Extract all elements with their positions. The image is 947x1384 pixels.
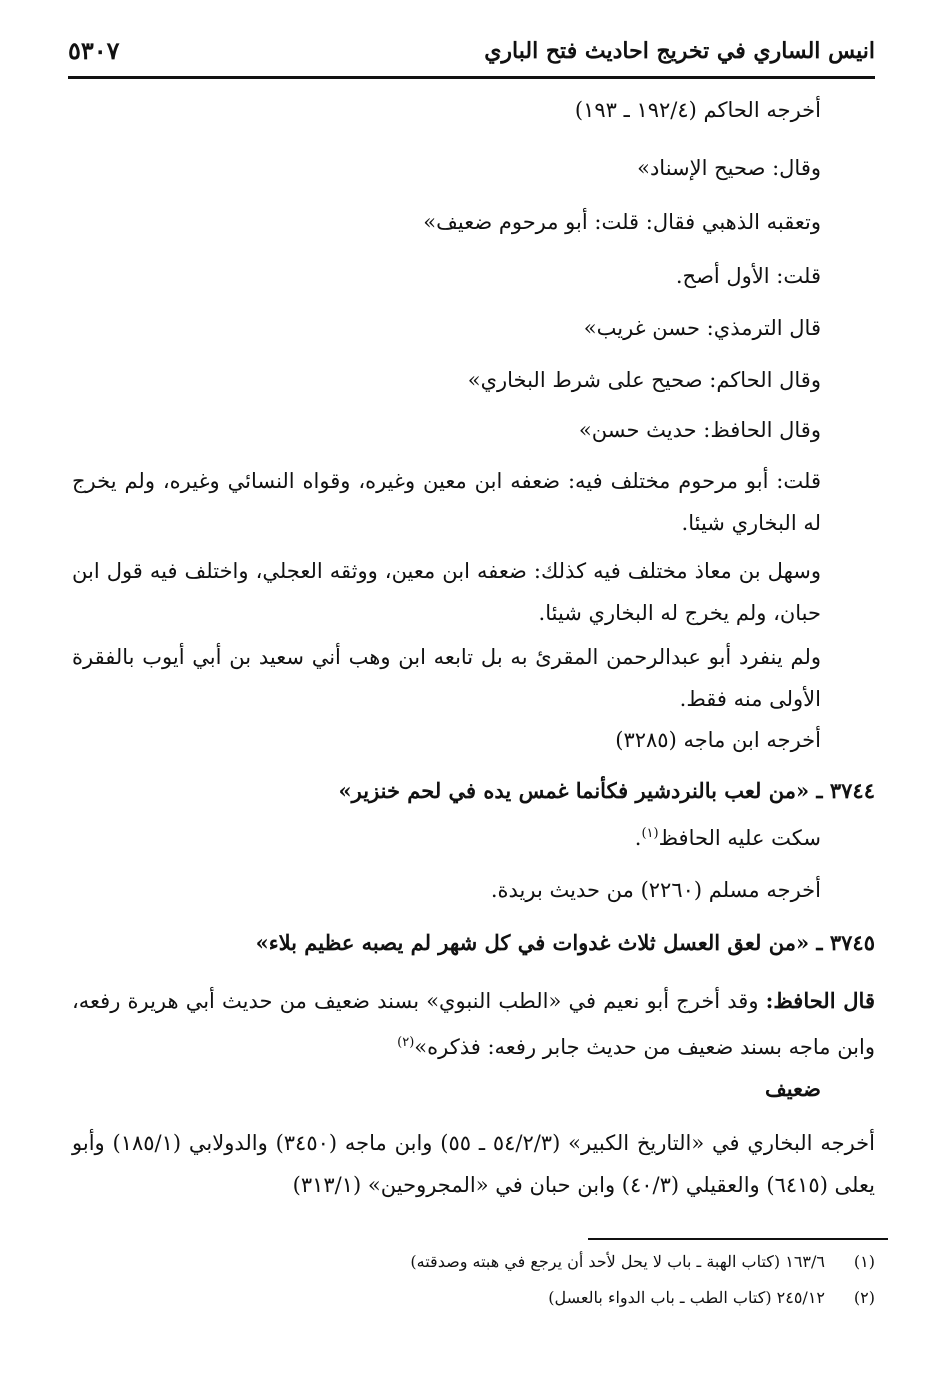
paragraph-abu-marhum: قلت: أبو مرحوم مختلف فيه: ضعفه ابن معين وغيره، وقواه النسائي وغيره، ولم يخرج له البخاري شيئا. xyxy=(72,469,821,535)
comment-text: سكت عليه الحافظ xyxy=(658,826,821,850)
text-line: وتعقبه الذهبي فقال: قلت: أبو مرحوم ضعيف» xyxy=(423,210,821,234)
hadith-3745-takhrij: أخرجه البخاري في «التاريخ الكبير» (٥٤/٢/٣ ـ ٥٥) وابن ماجه (٣٤٥٠) والدولابي (١٨٥/١) وأبو يعلى (٦٤١٥) والعقيلي (٤٠/٣) وابن حبان في «المجروحين» (٣١٣/١) xyxy=(72,1131,875,1197)
text-line: قلت: الأول أصح. xyxy=(675,264,821,288)
footnote-number: (١) xyxy=(853,1252,875,1271)
footnote-2 xyxy=(548,1288,875,1307)
hadith-3744-comment xyxy=(635,826,821,850)
header-divider xyxy=(68,76,875,79)
hadith-number: ٣٧٤٤ ـ xyxy=(816,778,875,803)
footnote-text: ١٦٣/٦ (كتاب الهبة ـ باب لا يحل لأحد أن يرجع في هبته وصدقته) xyxy=(410,1252,825,1271)
running-title: انيس الساري في تخريج احاديث فتح الباري xyxy=(484,38,875,64)
text-line: وقال: صحيح الإسناد» xyxy=(637,156,821,180)
footnote-number: (٢) xyxy=(853,1288,875,1307)
text-line: أخرجه ابن ماجه (٣٢٨٥) xyxy=(615,728,821,752)
page-header xyxy=(68,34,875,74)
footnote-ref: (١) xyxy=(641,826,659,841)
text-line: وقال الحافظ: حديث حسن» xyxy=(578,418,821,442)
paragraph-sahl: وسهل بن معاذ مختلف فيه كذلك: ضعفه ابن معين، ووثقه العجلي، واختلف فيه قول ابن حبان، ولم يخرج له البخاري شيئا. xyxy=(72,559,821,625)
grade-label: ضعيف xyxy=(764,1076,821,1101)
hadith-text: «من لعق العسل ثلاث غدوات في كل شهر لم يصبه عظيم بلاء» xyxy=(255,930,810,955)
hadith-3744-takhrij: أخرجه مسلم (٢٢٦٠) من حديث بريدة. xyxy=(490,878,821,902)
hadith-text: «من لعب بالنردشير فكأنما غمس يده في لحم خنزير» xyxy=(338,778,810,803)
footnote-1 xyxy=(410,1252,875,1271)
hafiz-text: وقد أخرج أبو نعيم في «الطب النبوي» بسند ضعيف من حديث أبي هريرة رفعه، وابن ماجه بسند ضعيف من حديث جابر رفعه: فذكره» xyxy=(72,989,875,1059)
paragraph-muqri: ولم ينفرد أبو عبدالرحمن المقرئ به بل تابعه ابن وهب أني سعيد بن أبي أيوب بالفقرة الأولى منه فقط. xyxy=(72,645,821,711)
hadith-3745 xyxy=(256,930,875,955)
text-line: قال الترمذي: حسن غريب» xyxy=(583,316,821,340)
text-line: أخرجه الحاكم (١٩٢/٤ ـ ١٩٣) xyxy=(574,98,821,122)
comment-end: . xyxy=(634,826,642,850)
footnote-ref: (٢) xyxy=(397,1035,415,1050)
hafiz-paragraph xyxy=(72,980,875,1068)
footnote-divider xyxy=(588,1238,888,1240)
footnote-text: ٢٤٥/١٢ (كتاب الطب ـ باب الدواء بالعسل) xyxy=(548,1288,825,1307)
hadith-number: ٣٧٤٥ ـ xyxy=(816,930,875,955)
text-line: وقال الحاكم: صحيح على شرط البخاري» xyxy=(467,368,821,392)
hafiz-label: قال الحافظ: xyxy=(765,988,875,1013)
page-number: ٥٣٠٧ xyxy=(68,36,120,65)
hadith-3744 xyxy=(339,778,875,803)
